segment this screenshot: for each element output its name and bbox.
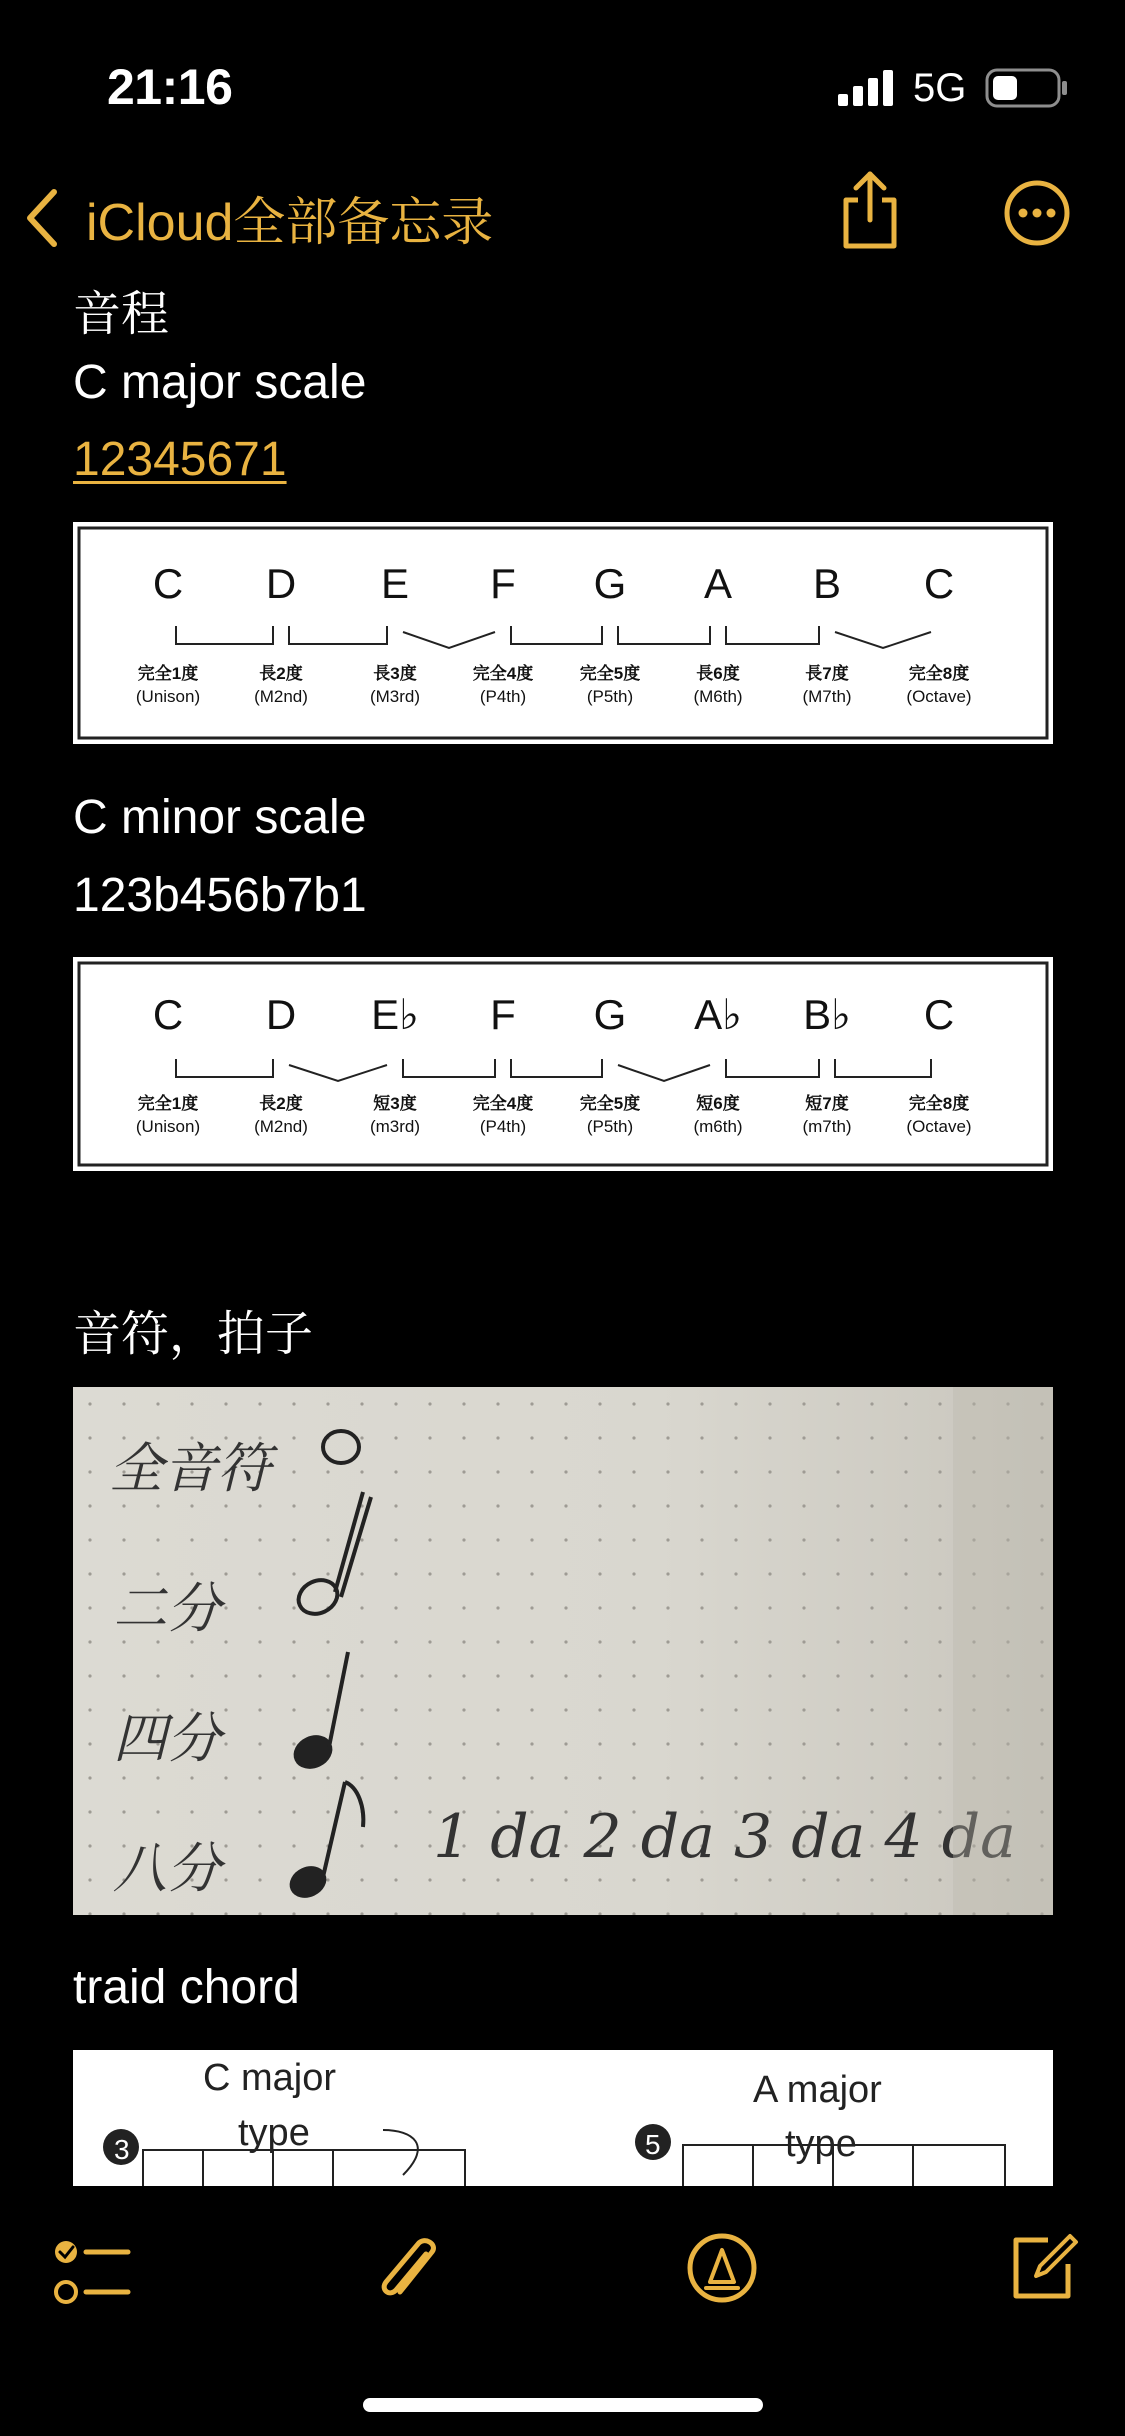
- interval-abbr: (P5th): [586, 687, 634, 706]
- cellular-signal-icon: [838, 70, 894, 111]
- scale-note-label: F: [490, 560, 516, 607]
- compose-button[interactable]: [1008, 2232, 1080, 2309]
- scale-note-label: C: [152, 991, 184, 1038]
- note-chord-heading[interactable]: traid chord: [73, 1961, 300, 2014]
- scale-note-label: A: [703, 560, 733, 607]
- interval-abbr: (Unison): [135, 1117, 201, 1136]
- interval-bracket: [726, 626, 819, 644]
- major-scale-image[interactable]: [73, 522, 1053, 744]
- attachment-button[interactable]: [374, 2232, 444, 2317]
- chord-right-number: 5: [645, 2129, 661, 2160]
- photo-row-label: 四分: [113, 1707, 221, 1770]
- note-minor-title[interactable]: C minor scale: [73, 791, 367, 844]
- interval-name: 完全8度: [908, 1094, 970, 1113]
- interval-name: 長3度: [373, 664, 417, 683]
- note-major-digits-link[interactable]: 12345671: [73, 433, 287, 486]
- chord-left-number: 3: [114, 2134, 130, 2165]
- interval-name: 完全5度: [579, 1094, 641, 1113]
- interval-abbr: (Octave): [906, 1117, 972, 1136]
- interval-name: 完全4度: [472, 1094, 534, 1113]
- interval-abbr: (P4th): [479, 1117, 527, 1136]
- interval-bracket: [289, 1065, 387, 1081]
- chord-left-sub: type: [238, 2112, 310, 2154]
- network-type: 5G: [913, 66, 967, 110]
- scale-note-label: B♭: [803, 991, 851, 1038]
- photo-row-label: 全音符: [109, 1437, 271, 1500]
- interval-name: 完全4度: [472, 664, 534, 683]
- note-major-title[interactable]: C major scale: [73, 356, 367, 409]
- note-notes-heading[interactable]: 音符，拍子: [73, 1308, 314, 1361]
- checklist-icon: [52, 2238, 132, 2310]
- interval-name: 短6度: [696, 1094, 740, 1113]
- triad-chord-image[interactable]: [73, 2050, 1053, 2186]
- interval-abbr: (P4th): [479, 687, 527, 706]
- scale-note-label: G: [593, 560, 627, 607]
- scale-note-label: B: [812, 560, 842, 607]
- photo-count-text: 1 da 2 da 3 da 4 da: [433, 1802, 1016, 1872]
- more-options-button[interactable]: [1004, 180, 1070, 251]
- interval-bracket: [835, 1059, 931, 1077]
- note-minor-digits[interactable]: 123b456b7b1: [73, 869, 367, 922]
- markup-button[interactable]: [686, 2232, 758, 2309]
- interval-abbr: (M6th): [693, 687, 743, 706]
- interval-abbr: (M2nd): [254, 1117, 308, 1136]
- interval-abbr: (M7th): [802, 687, 852, 706]
- scale-note-label: G: [593, 991, 627, 1038]
- interval-bracket: [176, 1059, 273, 1077]
- interval-name: 長7度: [805, 664, 849, 683]
- interval-bracket: [726, 1059, 819, 1077]
- interval-bracket: [618, 626, 710, 644]
- compose-icon: [1008, 2232, 1080, 2304]
- interval-bracket: [403, 1059, 495, 1077]
- interval-abbr: (m3rd): [369, 1117, 421, 1136]
- scale-note-label: A♭: [694, 991, 742, 1038]
- interval-name: 短3度: [373, 1094, 417, 1113]
- interval-abbr: (m6th): [693, 1117, 743, 1136]
- interval-abbr: (P5th): [586, 1117, 634, 1136]
- minor-scale-image[interactable]: [73, 957, 1053, 1171]
- interval-name: 完全1度: [137, 664, 199, 683]
- scale-note-label: C: [923, 991, 955, 1038]
- back-button-label: iCloud全部备忘录: [86, 194, 494, 252]
- interval-abbr: (M2nd): [254, 687, 308, 706]
- interval-name: 長2度: [259, 664, 303, 683]
- scale-note-label: E: [380, 560, 410, 607]
- ellipsis-circle-icon: [1004, 180, 1070, 246]
- scale-note-label: E♭: [371, 991, 419, 1038]
- interval-bracket: [511, 626, 602, 644]
- chord-right-sub: type: [785, 2123, 857, 2165]
- interval-name: 長2度: [259, 1094, 303, 1113]
- interval-bracket: [403, 632, 495, 648]
- interval-bracket: [511, 1059, 602, 1077]
- interval-bracket: [289, 626, 387, 644]
- chord-left-label: C major: [203, 2057, 337, 2099]
- interval-bracket: [835, 632, 931, 648]
- scale-note-label: C: [923, 560, 955, 607]
- interval-bracket: [176, 626, 273, 644]
- interval-abbr: (m7th): [802, 1117, 852, 1136]
- battery-icon: [985, 68, 1069, 113]
- scale-note-label: F: [490, 991, 516, 1038]
- status-time: 21:16: [107, 59, 233, 115]
- interval-bracket: [618, 1065, 710, 1081]
- share-icon: [838, 170, 902, 250]
- interval-abbr: (Unison): [135, 687, 201, 706]
- note-heading-interval[interactable]: 音程: [73, 288, 170, 341]
- chord-right-label: A major: [753, 2069, 882, 2111]
- scale-note-label: D: [265, 991, 297, 1038]
- interval-abbr: (Octave): [906, 687, 972, 706]
- interval-abbr: (M3rd): [369, 687, 421, 706]
- photo-row-label: 八分: [113, 1837, 221, 1900]
- pen-tip-circle-icon: [686, 2232, 758, 2304]
- scale-note-label: D: [265, 560, 297, 607]
- handwritten-notes-photo[interactable]: [73, 1387, 1053, 1915]
- photo-row-label: 二分: [113, 1577, 221, 1640]
- home-indicator: [363, 2398, 763, 2412]
- interval-name: 長6度: [696, 664, 740, 683]
- interval-name: 短7度: [805, 1094, 849, 1113]
- interval-name: 完全8度: [908, 664, 970, 683]
- paperclip-icon: [374, 2232, 444, 2312]
- interval-name: 完全5度: [579, 664, 641, 683]
- interval-name: 完全1度: [137, 1094, 199, 1113]
- scale-note-label: C: [152, 560, 184, 607]
- back-button[interactable]: [24, 180, 493, 255]
- share-button[interactable]: [838, 170, 902, 255]
- chevron-left-icon: [24, 188, 60, 248]
- checklist-button[interactable]: [52, 2238, 132, 2315]
